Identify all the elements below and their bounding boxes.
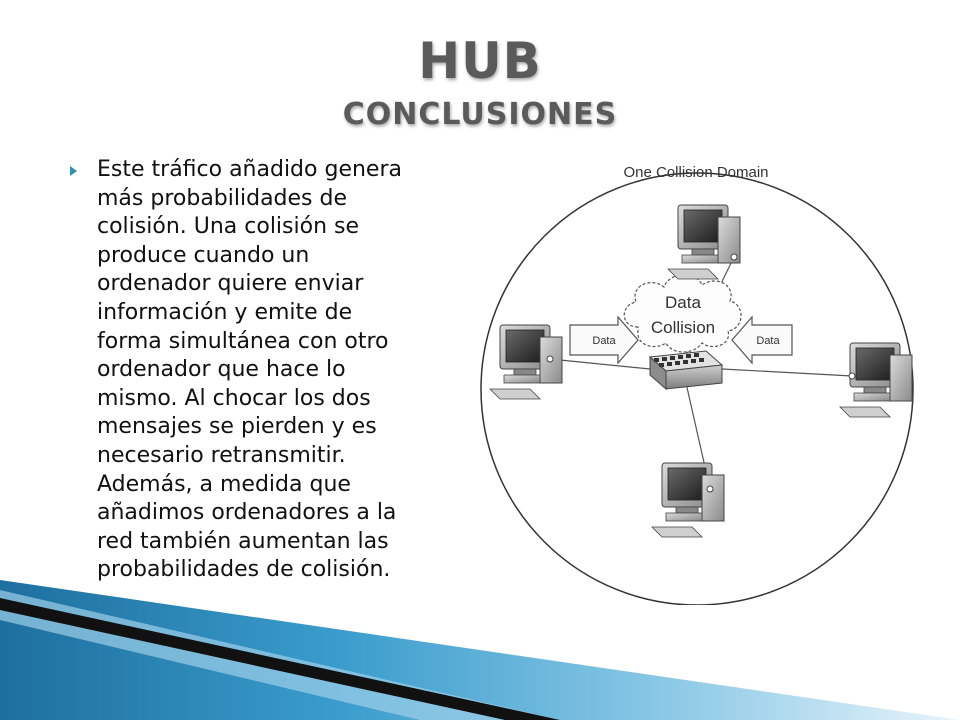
computer-bottom [652,463,724,537]
bullet-item [70,156,480,585]
slide-title: HUB [418,32,542,90]
link-right [722,369,852,376]
bottom-decoration [0,580,960,720]
collision-domain-diagram [470,145,950,605]
svg-text:Data: Data [592,335,616,347]
cloud-line1: Data [665,293,701,312]
computer-right [840,343,912,417]
domain-label: One Collision Domain [623,164,769,181]
cloud-line2: Collision [650,318,716,337]
bullet-arrow-icon [70,166,77,176]
svg-text:Data: Data [756,335,780,347]
link-left [550,359,650,369]
slide-subtitle: CONCLUSIONES [342,97,618,132]
hub-device [650,351,722,389]
collision-cloud [624,275,741,352]
data-arrow-right [732,317,792,363]
bullet-text: Este tráfico añadido genera más probabilidades de colisión. Una colisión se produce cuando un ordenador quiere enviar información y emite de forma simultánea con otro ordenador que hace lo mismo. Al chocar los dos mensajes se pierden y es necesario retransmitir. Además, a medida que añadimos ordenadores a la red también aumentan las probabilidades de colisión. [97,157,402,583]
